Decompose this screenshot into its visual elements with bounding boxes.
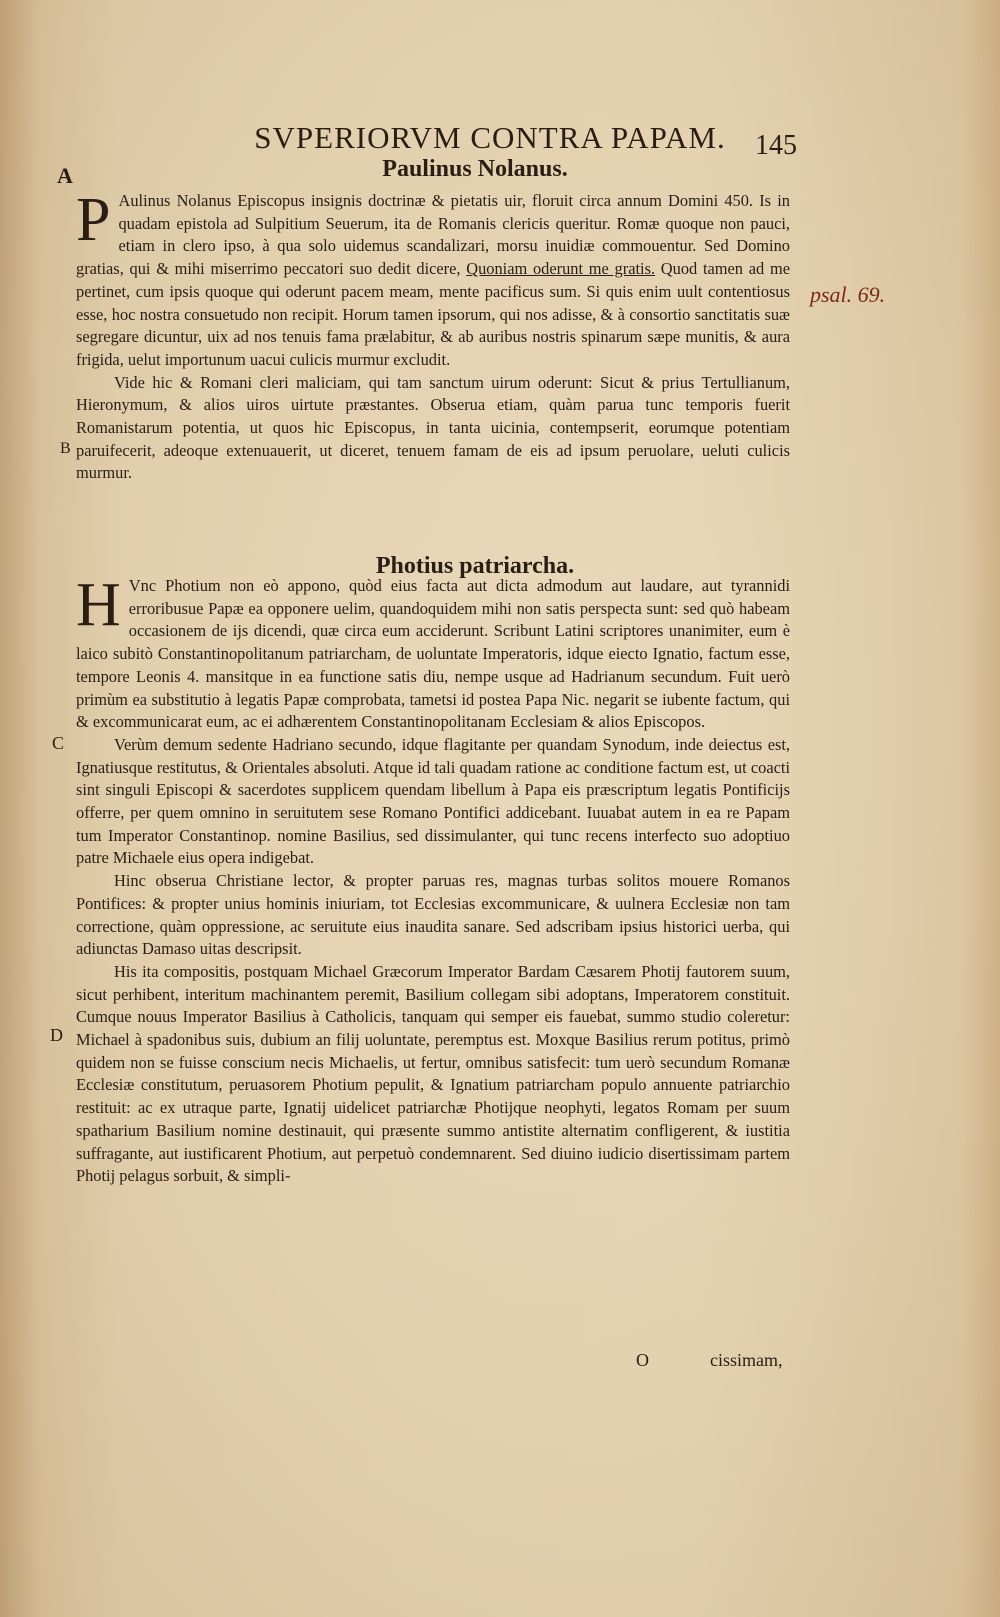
paragraph: Vide hic & Romani cleri maliciam, qui tam sanctum uirum oderunt: Sicut & prius Tertullianum, Hieronymum, & alios uiros uirtute præstantes. Obserua etiam, quàm parua tunc temporis fuerit Romanistarum potentia, ut quos hic Episcopus, in tanta uicinia, contempserit, eorumque potentiam paruifecerit, adeoque extenuauerit, ut diceret, tenuem famam de eis ad ipsum peruolare, ueluti culicis murmur. — [76, 372, 790, 483]
paragraph — [76, 571, 790, 734]
handwritten-margin-note: psal. 69. — [810, 282, 886, 307]
margin-letter-b: B — [60, 440, 71, 457]
section-body-paulinus — [76, 186, 790, 485]
paragraph-text: Quod tamen ad me pertinet, cum ipsis quoque qui oderunt pacem meam, mente pacificus sum. Si quis enim uult contentiosus esse, hoc nostra consuetudo non recipit. Horum tamen ipsorum, qui nos adisse, & à consortio sanctitatis suæ segregare dicuntur, uix ad nos tenuis fama prælabitur, & ab auribus nostris spinarum sæpe munitis, & aura frigida, uelut importunum uacui culicis murmur excludit. — [76, 259, 790, 369]
paragraph-text: Aulinus Nolanus Episcopus insignis doctrinæ & pietatis uir, floruit circa annum Domini 450. Is in quadam epistola ad Sulpitium Seuerum, ita de Romanis clericis queritur. Romæ quoque non pauci, etiam in clero ipso, à qua solo uidemus scandalizari, morsu inuidiæ commouentur. Sed Domino gratias, qui & mihi miserrimo peccatori suo dedit dicere, — [76, 191, 790, 279]
section-title-paulinus: Paulinus Nolanus. — [382, 156, 568, 182]
paragraph: Verùm demum sedente Hadriano secundo, idque flagitante per quandam Synodum, inde deiectus est, Ignatiusque restitutus, & Orientales absoluti. Atque id tali quadam ratione ac conditione factum est, ut coacti sint singuli Episcopi & sacerdotes supplicem quendam libellum à Papa eis præscriptum legatis Pontificijs offerre, per quem omnino in seruitutem sese Romano Pontifici addicebant. Iuuabat autem in ea re Papam tum Imperator Constantinop. nomine Basilius, sed dissimulanter, qui tunc recens interfecto suo adoptiuo patre Michaele eius opera indigebat. — [76, 734, 790, 868]
section-body-photius — [76, 571, 790, 1188]
underlined-quotation: Quoniam oderunt me gratis. — [466, 259, 656, 279]
drop-cap: P — [76, 186, 111, 254]
paragraph: His ita compositis, postquam Michael Græcorum Imperator Bardam Cæsarem Photij fautorem suum, sicut perhibent, interitum machinantem peremit, Basilium collegam sibi adoptans, Imperatorem constituit. Cumque nouus Imperator Basilius à Catholicis, tanquam qui semper eis fauebat, summo studio coleretur: Michael à spadonibus suis, dubium an filij uoluntate, peremptus est. Moxque Basilius rerum potitus, primò quidem non se fuisse conscium necis Michaelis, ut fertur, omnibus satisfecit: tum uerò secundum Romanæ Ecclesiæ constitutum, peruasorem Photium pepulit, & Ignatium patriarcham populo annuente patriarchio restituit: ac ex utraque parte, Ignatij uidelicet patriarchæ Photijque neophyti, legatos Romam per suum spatharium Basilium nomine destinauit, qui præsente summo antistite alternatim confligerent, & iustitia suffragante, aut iustificarent Photium, aut perpetuò condemnarent. Sed diuino iudicio disertissimam partem Photij pelagus sorbuit, & simpli- — [76, 961, 790, 1186]
margin-letter-c: C — [52, 733, 65, 753]
paragraph: Hinc obserua Christiane lector, & propter paruas res, magnas turbas solitos mouere Romanos Pontifices: & propter unius hominis iniuriam, tot Ecclesias excommunicare, & uulnera Ecclesiæ non tam correctione, quàm oppressione, ac seruitute eius inaudita sanare. Sed adscribam ipsius historici uerba, qui adiunctas Damaso uitas descripsit. — [76, 871, 790, 959]
paragraph — [76, 186, 790, 372]
running-head: SVPERIORVM CONTRA PAPAM. — [254, 120, 726, 155]
page-number: 145 — [755, 130, 797, 161]
section-title-photius: Photius patriarcha. — [375, 553, 575, 579]
paragraph-text: Vnc Photium non eò appono, quòd eius facta aut dicta admodum aut laudare, aut tyrannidi erroribusue Papæ ea opponere uelim, quandoquidem mihi non satis perspecta sunt: sed quò habeam occasionem de ijs dicendi, quæ circa eum acciderunt. Scribunt Latini scriptores unanimiter, eum è laico subitò Constantinopolitanum patriarcham, de uoluntate Imperatoris, idque eiecto Ignatio, factum esse, tempore Leonis 4. mansitque in ea functione satis diu, nempe usque ad Hadrianum secundum. Fuit uerò primùm ea substitutio à legatis Papæ comprobata, tametsi id postea Papa Nic. negarit se iubente factum, qui & excommunicarat eum, ac ei adhærentem Constantinopolitanam Ecclesiam & alios Episcopos. — [76, 576, 790, 732]
drop-cap: H — [76, 571, 121, 639]
catchword: cissimam, — [710, 1350, 783, 1370]
margin-letter-d: D — [50, 1025, 63, 1045]
margin-letter-a: A — [57, 163, 73, 188]
signature-mark: O — [636, 1350, 649, 1370]
